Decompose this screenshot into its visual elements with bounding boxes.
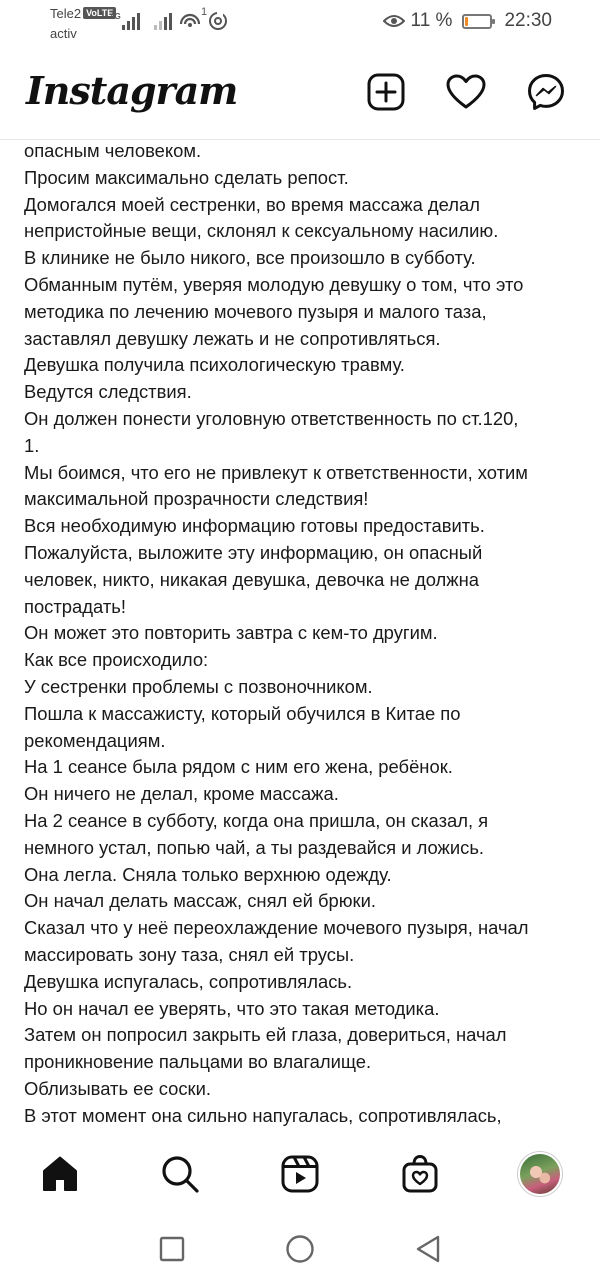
caption-line: опасным человеком. — [24, 140, 202, 161]
back-button[interactable] — [413, 1234, 443, 1264]
caption-line: Мы боимся, что его не привлекут к ответственности, хотим — [24, 461, 528, 483]
status-bar — [0, 0, 600, 48]
caption-line: Обманным путём, уверяя молодую девушку о том, что это — [24, 273, 524, 295]
messenger-icon — [527, 73, 565, 111]
caption-line: Девушка испугалась, сопротивлялась. — [24, 970, 353, 992]
caption-line: проникновение пальцами во влагалище. — [24, 1051, 372, 1073]
status-right — [383, 10, 552, 32]
caption-line: Но он начал ее уверять, что это такая методика. — [24, 997, 440, 1019]
tab-shop[interactable] — [398, 1152, 442, 1196]
bottom-tab-bar — [0, 1138, 600, 1214]
tab-reels[interactable] — [278, 1152, 322, 1196]
battery-icon — [462, 14, 492, 29]
hotspot-count: 1 — [201, 6, 208, 18]
caption-line: В этот момент она сильно напугалась, сопротивлялась, — [24, 1104, 502, 1126]
recents-button[interactable] — [157, 1234, 187, 1264]
clock: 22:30 — [504, 10, 552, 31]
caption-line: Он должен понести уголовную ответственность по ст.120, — [24, 407, 519, 429]
caption-line: пострадать! — [24, 595, 126, 617]
shop-icon — [400, 1154, 440, 1194]
caption-line: заставлял девушку лежать и не сопротивляться. — [24, 327, 441, 349]
carrier-info — [50, 6, 116, 42]
caption-line: На 2 сеансе в субботу, когда она пришла, он сказал, я — [24, 809, 489, 831]
recents-square-icon — [159, 1236, 185, 1262]
battery-level — [465, 17, 468, 26]
signal-icon-2 — [154, 12, 180, 35]
caption-line: рекомендациям. — [24, 729, 166, 751]
caption-line: У сестренки проблемы с позвоночником. — [24, 675, 373, 697]
reels-icon — [280, 1154, 320, 1194]
caption-line: Просим максимально сделать репост. — [24, 166, 349, 188]
caption-line: Пожалуйста, выложите эту информацию, он опасный — [24, 541, 483, 563]
signal-icon — [122, 12, 148, 35]
new-post-button[interactable] — [366, 72, 406, 112]
messenger-button[interactable] — [526, 72, 566, 112]
caption-line: Ведутся следствия. — [24, 381, 192, 403]
system-nav-bar — [0, 1214, 600, 1283]
tab-search[interactable] — [158, 1152, 202, 1196]
activity-button[interactable] — [446, 72, 486, 112]
back-triangle-icon — [414, 1234, 442, 1264]
search-icon — [160, 1154, 200, 1194]
caption-line: Вся необходимую информацию готовы предоставить. — [24, 515, 485, 537]
nfc-icon — [208, 11, 228, 31]
system-home-button[interactable] — [285, 1234, 315, 1264]
tab-profile[interactable] — [518, 1152, 562, 1196]
caption-line: В клинике не было никого, все произошло в субботу. — [24, 247, 476, 269]
caption-line: Он начал делать массаж, снял ей брюки. — [24, 890, 376, 912]
caption-line: Домогался моей сестренки, во время массажа делал — [24, 193, 480, 215]
heart-icon — [446, 74, 486, 110]
caption-line: Облизывать ее соски. — [24, 1077, 211, 1099]
caption-line: Он может это повторить завтра с кем-то другим. — [24, 622, 438, 644]
volte-badge: VoLTE — [83, 7, 116, 19]
eye-comfort-icon — [383, 14, 405, 28]
new-post-icon — [367, 73, 405, 111]
home-icon — [40, 1154, 80, 1194]
caption-line: Она легла. Сняла только верхнюю одежду. — [24, 863, 392, 885]
app-header — [0, 48, 600, 140]
caption-line: Девушка получила психологическую травму. — [24, 354, 405, 376]
home-circle-icon — [285, 1234, 315, 1264]
caption-line: Сказал что у неё переохлаждение мочевого пузыря, начал — [24, 917, 529, 939]
caption-line: 1. — [24, 434, 40, 456]
network-type: 4G — [110, 12, 121, 21]
caption-line: Затем он попросил закрыть ей глаза, довериться, начал — [24, 1024, 507, 1046]
caption-line: Пошла к массажисту, который обучился в Китае по — [24, 702, 461, 724]
caption-line: Он ничего не делал, кроме массажа. — [24, 783, 339, 805]
caption-line: методика по лечению мочевого пузыря и малого таза, — [24, 300, 487, 322]
profile-avatar — [518, 1152, 562, 1196]
caption-line: немного устал, попью чай, а ты раздевайся и ложись. — [24, 836, 485, 858]
caption-line: Как все происходило: — [24, 649, 209, 671]
battery-percent: 11 % — [410, 10, 453, 31]
caption-line: человек, никто, никакая девушка, девочка не должна — [24, 568, 479, 590]
caption-line: максимальной прозрачности следствия! — [24, 488, 369, 510]
post-caption — [24, 138, 584, 1135]
tab-home[interactable] — [38, 1152, 82, 1196]
hotspot-icon — [178, 10, 202, 32]
carrier-name: Tele2 — [50, 6, 82, 21]
carrier-status: activ — [50, 26, 77, 41]
caption-line: На 1 сеансе была рядом с ним его жена, ребёнок. — [24, 756, 453, 778]
caption-line: непристойные вещи, склонял к сексуальному насилию. — [24, 220, 499, 242]
instagram-logo[interactable]: Instagram — [26, 68, 238, 113]
caption-line: массировать зону таза, снял ей трусы. — [24, 943, 355, 965]
